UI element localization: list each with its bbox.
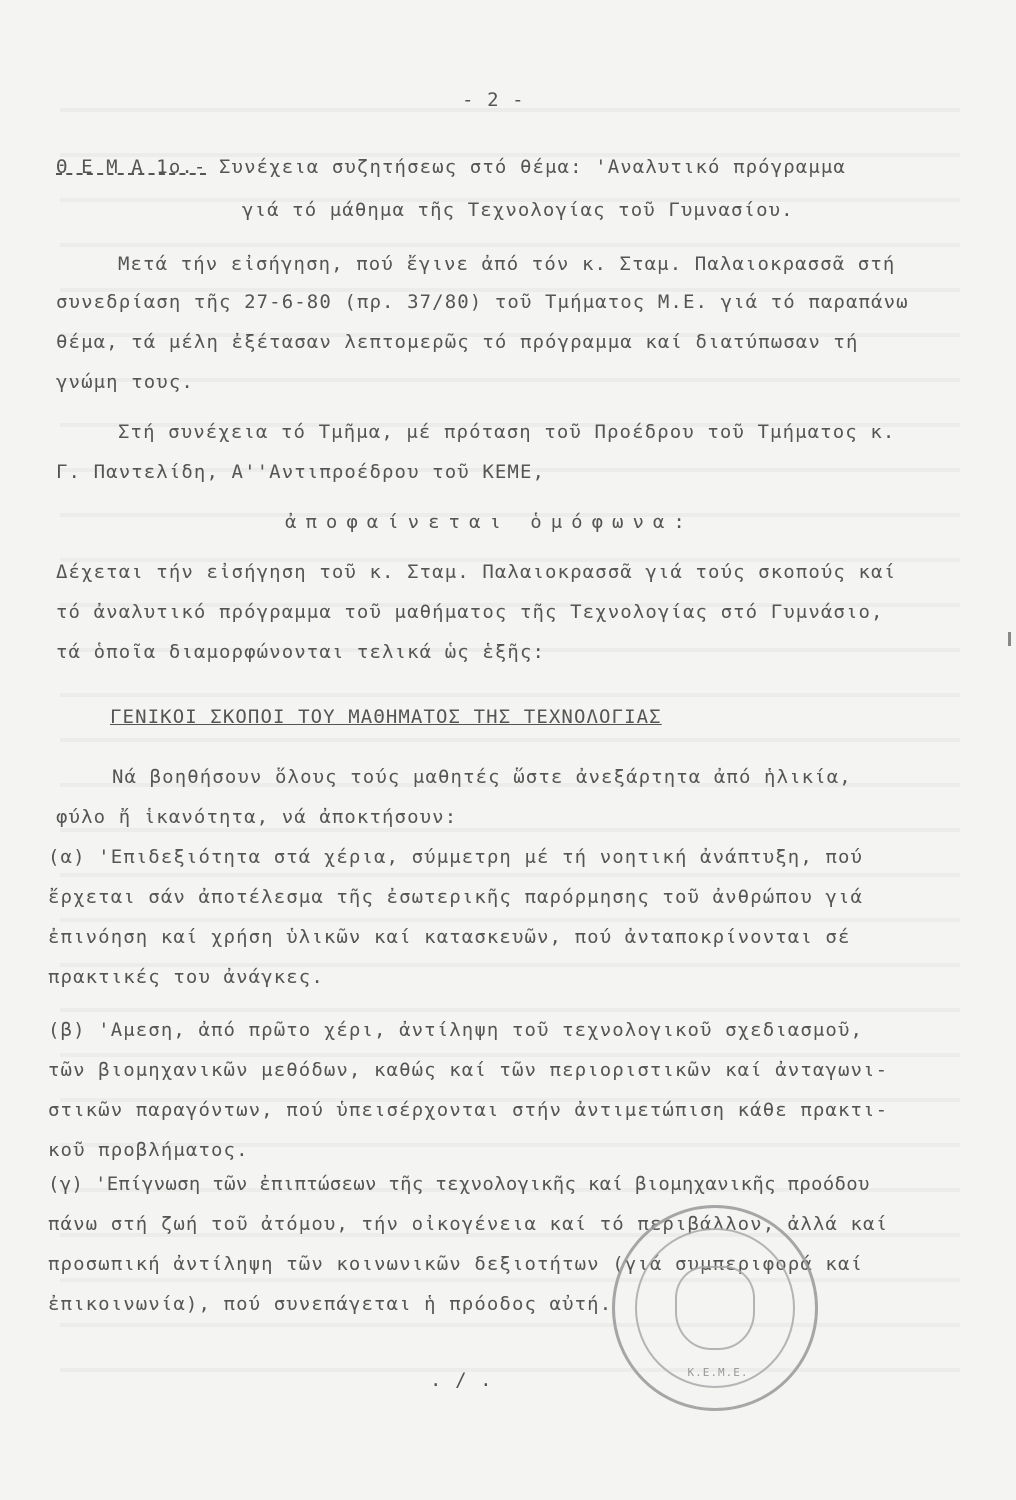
emblem-icon <box>675 1266 755 1350</box>
para2-line: Γ. Παντελίδη, Α''Αντιπροέδρου τοῦ ΚΕΜΕ, <box>56 461 546 483</box>
margin-mark <box>1008 632 1011 646</box>
page-number: - 2 - <box>462 89 525 111</box>
item-a-line: ἔρχεται σάν ἀποτέλεσμα τῆς ἐσωτερικῆς παρόρμησης τοῦ ἀνθρώπου γιά <box>48 886 864 908</box>
para1-line: θέμα, τά μέλη ἐξέτασαν λεπτομερῶς τό πρόγραμμα καί διατύπωσαν τή <box>56 331 859 353</box>
decision-heading: ἀποφαίνεται ὁμόφωνα: <box>285 511 694 533</box>
item-b-line: τῶν βιομηχανικῶν μεθόδων, καθώς καί τῶν περιοριστικῶν καί ἀνταγωνι- <box>48 1059 889 1081</box>
item-a-line: ἐπινόηση καί χρήση ὑλικῶν καί κατασκευῶν, πού ἀνταποκρίνονται σέ <box>48 926 851 948</box>
item-b-line: κοῦ προβλήματος. <box>48 1139 249 1161</box>
item-c-line: ἐπικοινωνία), πού συνεπάγεται ἡ πρόοδος αὐτή. <box>48 1293 613 1315</box>
item-a-line: (α) 'Επιδεξιότητα στά χέρια, σύμμετρη μέ τή νοητική ἀνάπτυξη, πού <box>48 846 864 868</box>
para3-line: τό ἀναλυτικό πρόγραμμα τοῦ μαθήματος τῆς Τεχνολογίας στό Γυμνάσιο, <box>56 601 884 623</box>
continuation-mark: . / . <box>430 1369 493 1391</box>
para3-line: τά ὁποῖα διαμορφώνονται τελικά ὡς ἑξῆς: <box>56 641 546 663</box>
theme-line-2: γιά τό μάθημα τῆς Τεχνολογίας τοῦ Γυμνασίου. <box>242 199 794 221</box>
official-stamp <box>612 1205 818 1411</box>
intro-line: Νά βοηθήσουν ὅλους τούς μαθητές ὥστε ἀνεξάρτητα ἀπό ἡλικία, <box>112 766 852 788</box>
intro-line: φύλο ἤ ἱκανότητα, νά ἀποκτήσουν: <box>56 806 458 828</box>
item-b-line: (β) 'Αμεση, ἀπό πρῶτο χέρι, ἀντίληψη τοῦ τεχνολογικοῦ σχεδιασμοῦ, <box>48 1019 864 1041</box>
item-c-line: προσωπική ἀντίληψη τῶν κοινωνικῶν δεξιοτήτων (γιά συμπεριφορά καί <box>48 1253 864 1275</box>
section-title: ΓΕΝΙΚΟΙ ΣΚΟΠΟΙ ΤΟΥ ΜΑΘΗΜΑΤΟΣ ΤΗΣ ΤΕΧΝΟΛΟΓΙΑΣ <box>110 706 662 728</box>
item-c-line: (γ) 'Επίγνωση τῶν ἐπιπτώσεων τῆς τεχνολογικῆς καί βιομηχανικῆς προόδου <box>48 1173 870 1195</box>
item-c-line: πάνω στή ζωή τοῦ ἀτόμου, τήν οἰκογένεια καί τό περιβάλλον, ἀλλά καί <box>48 1213 889 1235</box>
theme-heading <box>56 155 846 179</box>
theme-label: Θ Ε Μ Α 1ο.- <box>56 156 207 178</box>
theme-text: Συνέχεια συζητήσεως στό θέμα: 'Αναλυτικό πρόγραμμα <box>206 156 846 178</box>
para1-line: συνεδρίαση τῆς 27-6-80 (πρ. 37/80) τοῦ Τμήματος Μ.Ε. γιά τό παραπάνω <box>56 291 909 313</box>
para2-line: Στή συνέχεια τό Τμῆμα, μέ πρόταση τοῦ Προέδρου τοῦ Τμήματος κ. <box>118 421 896 443</box>
para3-line: Δέχεται τήν εἰσήγηση τοῦ κ. Σταμ. Παλαιοκρασσᾶ γιά τούς σκοπούς καί <box>56 561 897 583</box>
stamp-text: Κ.Ε.Μ.Ε. <box>687 1366 749 1379</box>
item-a-line: πρακτικές του ἀνάγκες. <box>48 966 324 988</box>
item-b-line: στικῶν παραγόντων, πού ὑπεισέρχονται στήν ἀντιμετώπιση κάθε πρακτι- <box>48 1099 889 1121</box>
para1-line: Μετά τήν εἰσήγηση, πού ἔγινε ἀπό τόν κ. Σταμ. Παλαιοκρασσᾶ στή <box>118 253 896 275</box>
para1-line: γνώμη τους. <box>56 371 194 393</box>
